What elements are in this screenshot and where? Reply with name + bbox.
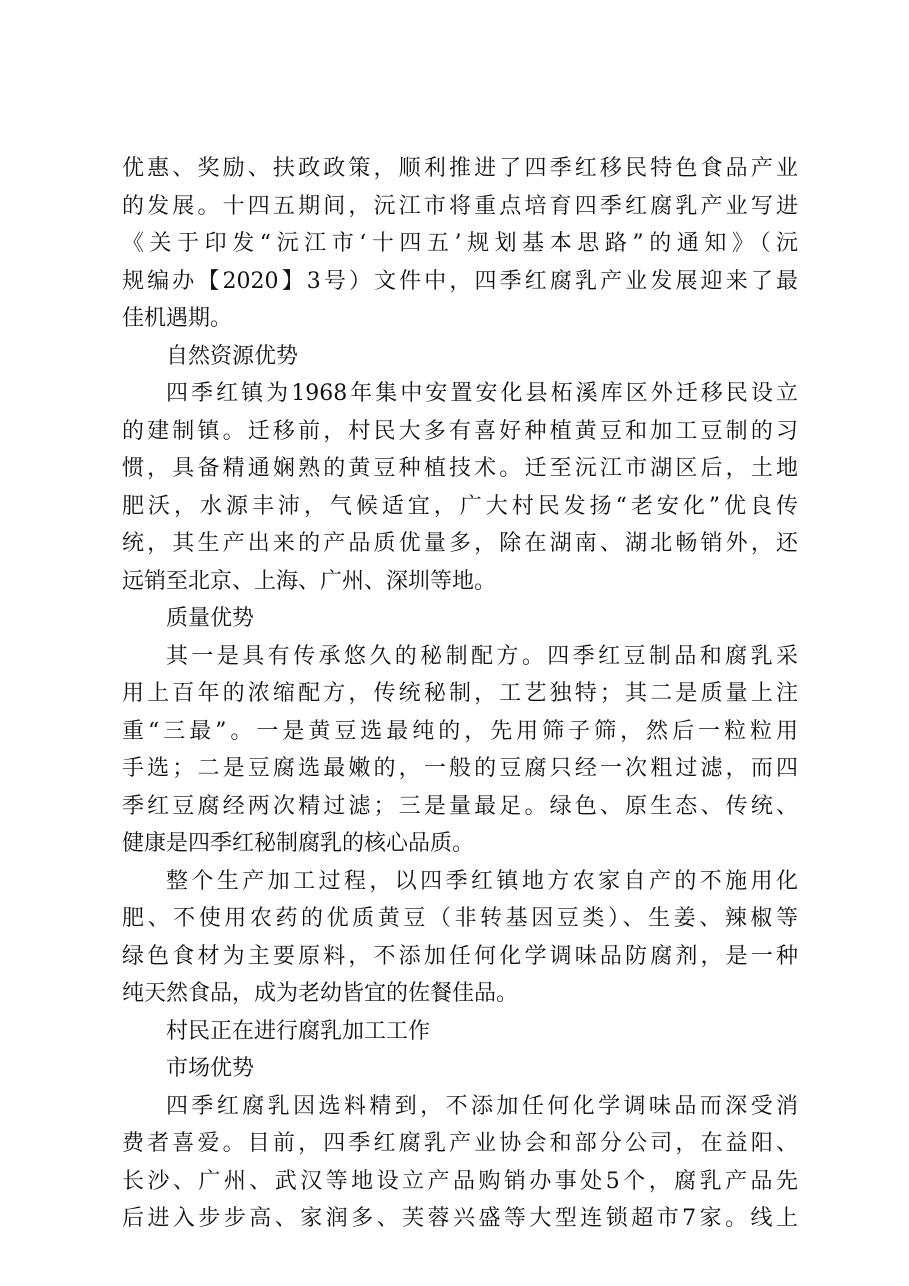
paragraph-natural-resources	[122, 375, 798, 600]
text-line: 其一是具有传承悠久的秘制配方。四季红豆制品和腐乳采	[166, 643, 798, 669]
section-heading-quality: 质量优势	[166, 606, 255, 631]
text-line: 《关于印发“沅江市‘十四五’规划基本思路”的通知》（沅	[122, 231, 798, 256]
paragraph-policy-continuation	[122, 150, 798, 338]
text-line: 长沙、广州、武汉等地设立产品购销办事处5个，腐乳产品先	[122, 1168, 798, 1194]
text-line: 纯天然食品，成为老幼皆宜的佐餐佳品。	[122, 981, 519, 1006]
text-line: 的建制镇。迁移前，村民大多有喜好种植黄豆和加工豆制的习	[122, 418, 798, 444]
text-line: 季红豆腐经两次精过滤；三是量最足。绿色、原生态、传统、	[122, 793, 798, 819]
text-line: 重“三最”。一是黄豆选最纯的，先用筛子筛，然后一粒粒用	[122, 718, 798, 744]
text-line: 规编办【2020】3号）文件中，四季红腐乳产业发展迎来了最	[122, 268, 798, 294]
text-line: 后进入步步高、家润多、芙蓉兴盛等大型连锁超市7家。线上	[122, 1206, 798, 1231]
image-caption-villagers-working: 村民正在进行腐乳加工工作	[166, 1018, 431, 1044]
section-heading-natural-resources: 自然资源优势	[166, 343, 299, 369]
text-line: 用上百年的浓缩配方，传统秘制，工艺独特；其二是质量上注	[122, 681, 798, 706]
text-line: 远销至北京、上海、广州、深圳等地。	[122, 568, 497, 594]
text-line: 四季红镇为1968年集中安置安化县柘溪库区外迁移民设立	[166, 381, 798, 406]
section-heading-market: 市场优势	[166, 1056, 255, 1081]
text-line: 惯，具备精通娴熟的黄豆种植技术。迁至沅江市湖区后，土地	[122, 456, 798, 481]
text-line: 佳机遇期。	[122, 306, 233, 331]
text-line: 健康是四季红秘制腐乳的核心品质。	[122, 831, 475, 856]
paragraph-production-process	[122, 863, 798, 1013]
text-line: 绿色食材为主要原料，不添加任何化学调味品防腐剂，是一种	[122, 943, 798, 969]
text-line: 的发展。十四五期间，沅江市将重点培育四季红腐乳产业写进	[122, 193, 798, 219]
paragraph-quality	[122, 638, 798, 863]
text-line: 肥沃，水源丰沛，气候适宜，广大村民发扬“老安化”优良传	[122, 493, 798, 519]
document-page	[122, 150, 798, 1238]
text-line: 费者喜爱。目前，四季红腐乳产业协会和部分公司，在益阳、	[122, 1131, 798, 1156]
paragraph-market	[122, 1088, 798, 1238]
text-line: 肥、不使用农药的优质黄豆（非转基因豆类）、生姜、辣椒等	[122, 906, 798, 931]
text-line: 手选；二是豆腐选最嫩的，一般的豆腐只经一次粗过滤，而四	[122, 756, 798, 781]
text-line: 四季红腐乳因选料精到，不添加任何化学调味品而深受消	[166, 1093, 798, 1119]
text-line: 统，其生产出来的产品质优量多，除在湖南、湖北畅销外，还	[122, 531, 798, 556]
text-line: 整个生产加工过程，以四季红镇地方农家自产的不施用化	[166, 868, 798, 894]
text-line: 优惠、奖励、扶政政策，顺利推进了四季红移民特色食品产业	[122, 156, 798, 181]
